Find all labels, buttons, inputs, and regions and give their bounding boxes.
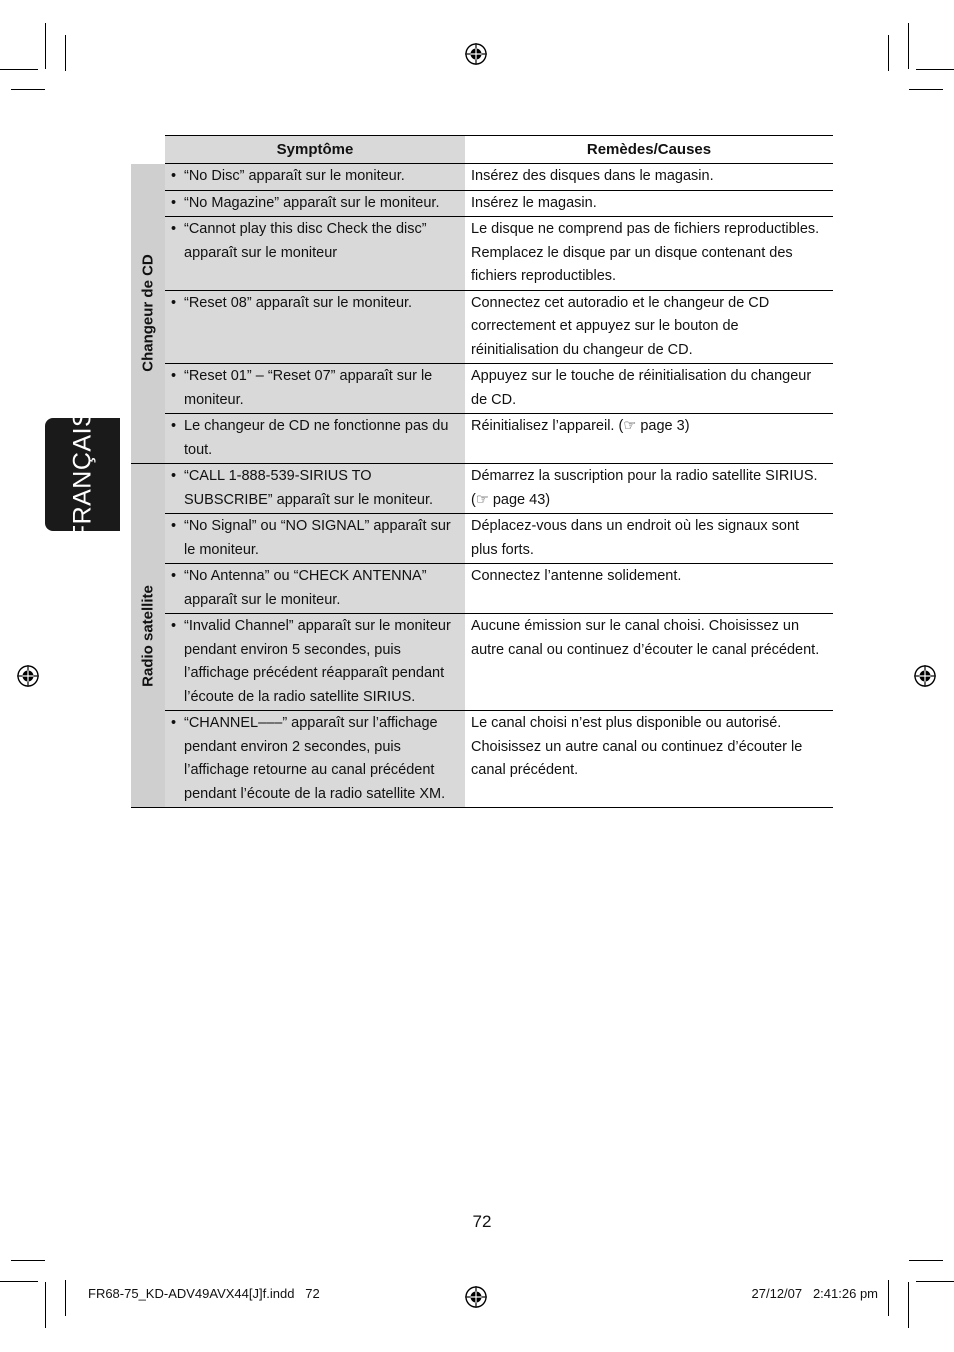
- crop-mark: [916, 69, 954, 70]
- symptom-text: “Reset 01” – “Reset 07” apparaît sur le moniteur.: [184, 368, 433, 408]
- symptom-text: “CHANNEL–––” apparaît sur l’affichage pendant environ 2 secondes, puis l’affichage retourne au canal précédent pendant l’écoute de la radio satellite XM.: [184, 715, 446, 802]
- troubleshooting-table: [131, 135, 833, 808]
- bullet: •: [171, 168, 177, 184]
- crop-mark: [11, 1260, 45, 1261]
- table-row: [131, 711, 833, 808]
- symptom-text: “No Magazine” apparaît sur le moniteur.: [184, 194, 440, 211]
- symptom-cell: [165, 364, 465, 414]
- bullet: •: [171, 418, 177, 434]
- remedy-cell: Insérez des disques dans le magasin.: [465, 164, 833, 191]
- table-row: [131, 414, 833, 464]
- bullet: •: [171, 194, 177, 211]
- remedy-cell: Déplacez-vous dans un endroit où les signaux sont plus forts.: [465, 514, 833, 564]
- header-remedy: Remèdes/Causes: [465, 136, 833, 164]
- table-row: [131, 514, 833, 564]
- symptom-cell: [165, 564, 465, 614]
- symptom-text: “Invalid Channel” apparaît sur le moniteur pendant environ 5 secondes, puis l’affichage précédent réapparaît pendant l’écoute de la radio satellite SIRIUS.: [184, 618, 451, 705]
- footer-file-info: FR68-75_KD-ADV49AVX44[J]f.indd 72: [88, 1286, 320, 1301]
- symptom-cell: [165, 217, 465, 291]
- bullet: •: [171, 715, 177, 731]
- symptom-cell: [165, 464, 465, 514]
- symptom-text: Le changeur de CD ne fonctionne pas du tout.: [184, 418, 449, 458]
- crop-mark: [909, 89, 943, 90]
- bullet: •: [171, 518, 177, 534]
- remedy-cell: Le disque ne comprend pas de fichiers reproductibles. Remplacez le disque par un disque contenant des fichiers reproductibles.: [465, 217, 833, 291]
- remedy-cell: Insérez le magasin.: [465, 190, 833, 217]
- table-row: [131, 564, 833, 614]
- symptom-cell: [165, 614, 465, 711]
- registration-crosshair-icon: [914, 665, 936, 687]
- registration-crosshair-icon: [465, 43, 487, 65]
- crop-mark: [65, 35, 66, 71]
- category-label: Radio satellite: [139, 584, 157, 687]
- crop-mark: [11, 89, 45, 90]
- crop-mark: [0, 69, 38, 70]
- remedy-cell: Le canal choisi n’est plus disponible ou autorisé. Choisissez un autre canal ou continuez d’écouter le canal précédent.: [465, 711, 833, 808]
- footer-timestamp: 27/12/07 2:41:26 pm: [751, 1286, 878, 1301]
- remedy-cell: Aucune émission sur le canal choisi. Choisissez un autre canal ou continuez d’écouter le canal précédent.: [465, 614, 833, 711]
- crop-mark: [45, 23, 46, 69]
- registration-crosshair-icon: [17, 665, 39, 687]
- remedy-cell: Démarrez la suscription pour la radio satellite SIRIUS. (☞ page 43): [465, 464, 833, 514]
- symptom-text: “CALL 1-888-539-SIRIUS TO SUBSCRIBE” apparaît sur le moniteur.: [184, 468, 434, 508]
- symptom-text: “No Signal” ou “NO SIGNAL” apparaît sur le moniteur.: [184, 518, 451, 558]
- table-row: [131, 364, 833, 414]
- language-tab-label: FRANÇAIS: [68, 409, 96, 540]
- bullet: •: [171, 468, 177, 484]
- crop-mark: [908, 1282, 909, 1328]
- symptom-cell: [165, 290, 465, 364]
- remedy-cell: Réinitialisez l’appareil. (☞ page 3): [465, 414, 833, 464]
- symptom-text: “Reset 08” apparaît sur le moniteur.: [184, 294, 413, 311]
- symptom-text: “No Antenna” ou “CHECK ANTENNA” apparaît sur le moniteur.: [184, 568, 427, 608]
- category-label: Changeur de CD: [139, 254, 157, 373]
- crop-mark: [888, 35, 889, 71]
- bullet: •: [171, 568, 177, 584]
- table-row: [131, 290, 833, 364]
- table-row: [131, 464, 833, 514]
- bullet: •: [171, 618, 177, 634]
- crop-mark: [0, 1281, 38, 1282]
- bullet: •: [171, 294, 177, 311]
- registration-crosshair-icon: [465, 1286, 487, 1308]
- crop-mark: [916, 1281, 954, 1282]
- crop-mark: [909, 1260, 943, 1261]
- table-row: [131, 164, 833, 191]
- bullet: •: [171, 368, 177, 384]
- symptom-cell: [165, 164, 465, 191]
- category-cd-changer: [131, 164, 165, 464]
- remedy-cell: Connectez cet autoradio et le changeur de CD correctement et appuyez sur le bouton de réinitialisation du changeur de CD.: [465, 290, 833, 364]
- crop-mark: [888, 1280, 889, 1316]
- symptom-cell: [165, 514, 465, 564]
- symptom-cell: [165, 414, 465, 464]
- table-header-row: [131, 136, 833, 164]
- crop-mark: [65, 1280, 66, 1316]
- remedy-cell: Connectez l’antenne solidement.: [465, 564, 833, 614]
- table-row: [131, 217, 833, 291]
- symptom-text: “No Disc” apparaît sur le moniteur.: [184, 168, 405, 184]
- remedy-cell: Appuyez sur le touche de réinitialisation du changeur de CD.: [465, 364, 833, 414]
- bullet: •: [171, 221, 177, 237]
- header-symptom: Symptôme: [165, 136, 465, 164]
- page-number: 72: [472, 1212, 492, 1231]
- language-tab: [45, 409, 120, 540]
- crop-mark: [45, 1282, 46, 1328]
- symptom-cell: [165, 711, 465, 808]
- symptom-text: “Cannot play this disc Check the disc” apparaît sur le moniteur: [184, 221, 427, 261]
- crop-mark: [908, 23, 909, 69]
- table-row: [131, 614, 833, 711]
- header-spacer: [131, 136, 165, 164]
- symptom-cell: [165, 190, 465, 217]
- table-row: [131, 190, 833, 217]
- category-satellite-radio: [131, 464, 165, 808]
